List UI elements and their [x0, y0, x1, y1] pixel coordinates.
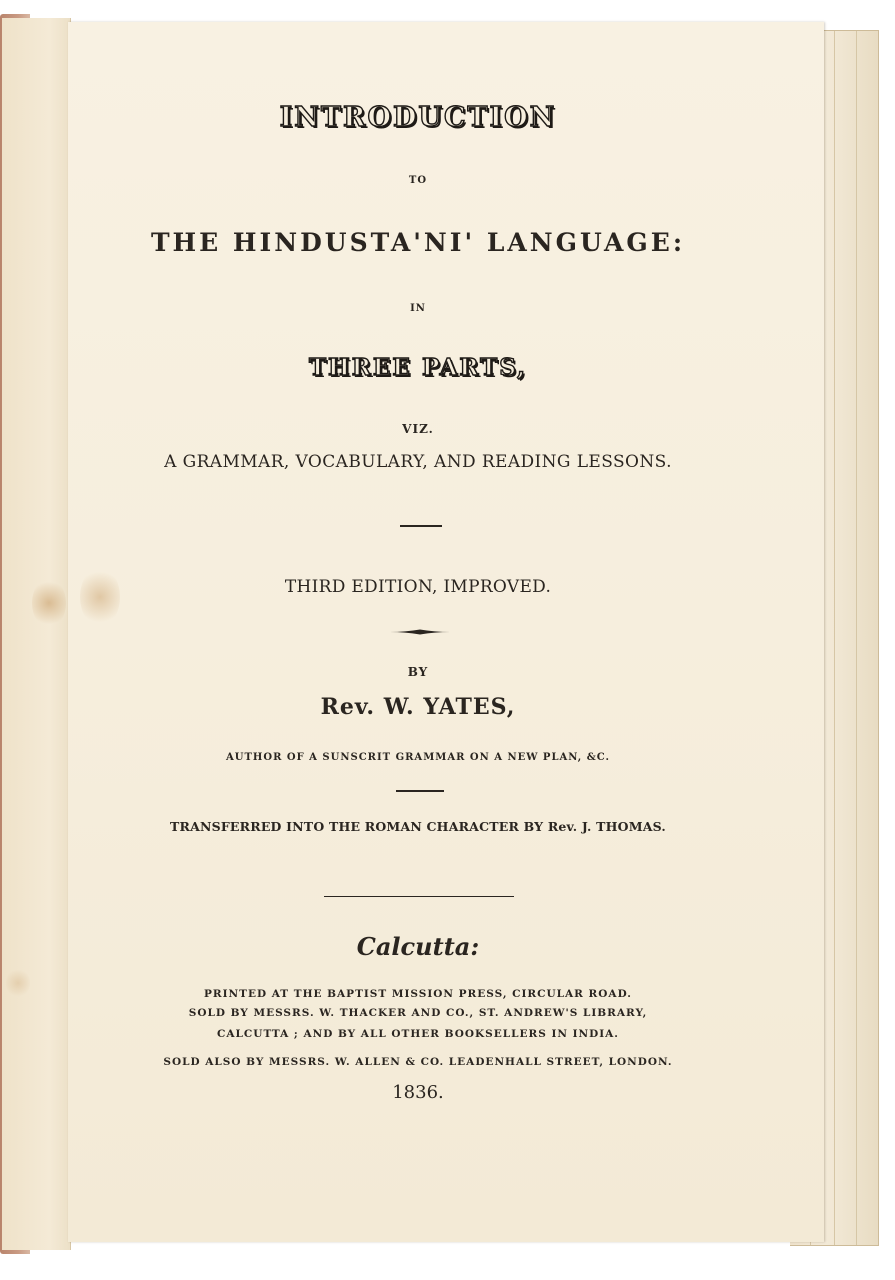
short-rule: [396, 790, 444, 792]
ornamental-swell-rule: [390, 629, 450, 635]
foxing-stain: [80, 567, 120, 627]
foxing-stain: [6, 968, 30, 998]
left-page-leaf: [2, 18, 71, 1250]
heading-three-parts: THREE PARTS,: [308, 354, 528, 381]
long-rule: [324, 896, 514, 897]
imprint-line-1: PRINTED AT THE BAPTIST MISSION PRESS, CIRCULAR ROAD.: [204, 988, 632, 1000]
short-rule: [400, 525, 442, 527]
imprint-line-3: CALCUTTA ; AND BY ALL OTHER BOOKSELLERS IN INDIA.: [217, 1028, 619, 1040]
place-calcutta: Calcutta:: [356, 932, 480, 961]
subtitle: A GRAMMAR, VOCABULARY, AND READING LESSONS.: [164, 452, 672, 472]
imprint-line-4: SOLD ALSO BY MESSRS. W. ALLEN & CO. LEADENHALL STREET, LONDON.: [163, 1056, 673, 1068]
foxing-stain: [32, 578, 66, 628]
year: 1836.: [392, 1082, 444, 1103]
heading-introduction: INTRODUCTION: [279, 102, 557, 133]
title-page: [68, 22, 824, 1242]
edition: THIRD EDITION, IMPROVED.: [284, 577, 552, 597]
transferred-note: TRANSFERRED INTO THE ROMAN CHARACTER BY Rev. J. THOMAS.: [170, 819, 666, 834]
main-title: THE HINDUSTA'NI' LANGUAGE:: [150, 228, 686, 257]
word-by: BY: [407, 665, 429, 679]
word-in: IN: [410, 303, 426, 314]
word-to: TO: [408, 175, 428, 186]
author-note: AUTHOR OF A SUNSCRIT GRAMMAR ON A NEW PLAN, &C.: [226, 752, 610, 763]
author-name: Rev. W. YATES,: [320, 694, 516, 720]
imprint-line-2: SOLD BY MESSRS. W. THACKER AND CO., ST. ANDREW'S LIBRARY,: [188, 1007, 648, 1019]
word-viz: VIZ.: [402, 422, 434, 436]
